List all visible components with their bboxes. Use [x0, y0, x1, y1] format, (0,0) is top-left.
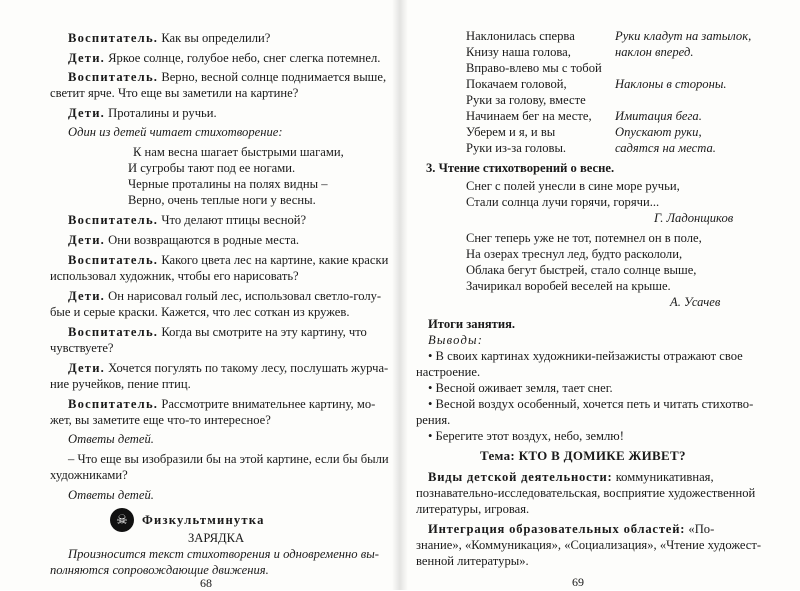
stage-direction	[68, 124, 283, 140]
integration-line	[428, 521, 714, 537]
speaker-label: Воспитатель.	[68, 213, 159, 227]
speaker-label: Дети.	[68, 289, 105, 303]
poem-line	[128, 160, 295, 176]
line-text: Они возвращаются в родные места.	[105, 233, 300, 247]
conclusion-line: • Весной оживает земля, тает снег.	[428, 381, 613, 395]
action-line: наклон вперед.	[615, 45, 694, 59]
speaker-label: Дети.	[68, 51, 105, 65]
topic-title: Тема: КТО В ДОМИКЕ ЖИВЕТ?	[480, 448, 686, 463]
verse-line: Наклонилась сперва	[466, 29, 575, 43]
stage-direction	[68, 431, 154, 447]
poem-line: Снег с полей унесли в сине море ручьи,	[466, 179, 680, 193]
conclusion-line: настроение.	[416, 365, 481, 379]
integration-line: венной литературы».	[416, 554, 529, 568]
activity-types-line: литературы, игровая.	[416, 502, 530, 516]
action-line: Имитация бега.	[615, 109, 702, 123]
poem-line: Стали солнца лучи горячи, горячи...	[466, 195, 660, 209]
text-line	[50, 85, 298, 101]
verse-line: Покачаем головой,	[466, 77, 567, 91]
verse-line: Начинаем бег на месте,	[466, 109, 592, 123]
action-line: Опускают руки,	[615, 125, 702, 139]
poem-line: Снег теперь уже не тот, потемнел он в поле,	[466, 231, 702, 245]
text-line	[68, 50, 380, 66]
text-line	[50, 412, 271, 428]
text-line	[68, 451, 389, 467]
section-title: 3. Чтение стихотворений о весне.	[426, 161, 615, 175]
activity-types-line: познавательно-исследовательская, восприятие художественной	[416, 486, 756, 500]
text-line	[50, 376, 191, 392]
page-number: 69	[572, 575, 584, 589]
line-text: Ответы детей.	[68, 488, 154, 502]
line-text: И сугробы тают под ее ногами.	[128, 161, 296, 175]
text-line	[68, 252, 388, 268]
line-text: – Что еще вы изобразили бы на этой картине, если бы были	[68, 452, 389, 466]
page-number: 68	[200, 576, 212, 590]
line-text: Один из детей читает стихотворение:	[68, 125, 283, 139]
text-line	[50, 268, 299, 284]
line-text: Как вы определили?	[158, 31, 271, 45]
fizkultminutka-title: Физкультминутка	[142, 513, 265, 527]
speaker-label: Воспитатель.	[68, 397, 159, 411]
activity-types-line	[428, 469, 714, 485]
speaker-label: Дети.	[68, 106, 105, 120]
summary-title: Итоги занятия.	[428, 317, 516, 331]
line-text: Проталины и ручьи.	[105, 106, 217, 120]
instruction-line: полняются сопровождающие движения.	[50, 563, 269, 577]
line-text: коммуникативная,	[612, 470, 714, 484]
poem-line: Облака бегут быстрей, стало солнце выше,	[466, 263, 697, 277]
text-line	[68, 105, 217, 121]
speaker-label: Дети.	[68, 361, 105, 375]
line-text: Ответы детей.	[68, 432, 154, 446]
action-line: садятся на места.	[615, 141, 716, 155]
line-text: ние ручейков, пение птиц.	[50, 377, 191, 391]
line-text: Рассмотрите внимательнее картину, мо-	[158, 397, 376, 411]
verse-line: Руки за голову, вместе	[466, 93, 586, 107]
line-text: Какого цвета лес на картине, какие краски	[158, 253, 389, 267]
right-page	[400, 0, 800, 590]
text-line	[50, 304, 350, 320]
verse-line: Руки из-за головы.	[466, 141, 567, 155]
text-line	[50, 340, 114, 356]
exercise-figures-icon: ☠	[110, 508, 134, 532]
speaker-label: Воспитатель.	[68, 325, 159, 339]
line-text: чувствуете?	[50, 341, 114, 355]
activity-types-label: Виды детской деятельности:	[428, 470, 613, 484]
action-line: Руки кладут на затылок,	[615, 29, 752, 43]
line-text: Когда вы смотрите на эту картину, что	[158, 325, 367, 339]
poem-line	[133, 144, 344, 160]
speaker-label: Дети.	[68, 233, 105, 247]
text-line	[68, 360, 388, 376]
speaker-label: Воспитатель.	[68, 70, 159, 84]
line-text: К нам весна шагает быстрыми шагами,	[133, 145, 344, 159]
poem-author: А. Усачев	[670, 295, 721, 309]
conclusion-line: • Берегите этот воздух, небо, землю!	[428, 429, 624, 443]
text-line	[68, 69, 386, 85]
line-text: Что делают птицы весной?	[158, 213, 307, 227]
conclusion-line: рения.	[416, 413, 451, 427]
line-text: бые и серые краски. Кажется, что лес соткан из кружев.	[50, 305, 350, 319]
integration-label: Интеграция образовательных областей:	[428, 522, 686, 536]
zaryadka-heading: ЗАРЯДКА	[188, 531, 245, 545]
speaker-label: Воспитатель.	[68, 253, 159, 267]
line-text: Верно, весной солнце поднимается выше,	[158, 70, 387, 84]
action-line: Наклоны в стороны.	[615, 77, 727, 91]
poem-line	[128, 192, 316, 208]
text-line	[50, 467, 128, 483]
line-text: Черные проталины на полях видны –	[128, 177, 328, 191]
verse-line: Книзу наша голова,	[466, 45, 571, 59]
poem-line: На озерах треснул лед, будто раскололи,	[466, 247, 683, 261]
verse-line: Уберем и я, и вы	[466, 125, 556, 139]
text-line	[68, 212, 306, 228]
line-text: Хочется погулять по такому лесу, послушать журча-	[105, 361, 389, 375]
line-text: Яркое солнце, голубое небо, снег слегка потемнел.	[105, 51, 381, 65]
conclusion-line: • В своих картинах художники-пейзажисты отражают свое	[428, 349, 743, 363]
line-text: Он нарисовал голый лес, использовал светло-голу-	[105, 289, 382, 303]
text-line	[68, 232, 299, 248]
instruction-line: Произносится текст стихотворения и одновременно вы-	[68, 547, 379, 561]
line-text: светит ярче. Что еще вы заметили на картине?	[50, 86, 299, 100]
speaker-label: Воспитатель.	[68, 31, 159, 45]
text-line	[68, 396, 375, 412]
poem-author: Г. Ладонщиков	[654, 211, 734, 225]
text-line	[68, 288, 381, 304]
integration-line: знание», «Коммуникация», «Социализация», «Чтение художест-	[416, 538, 762, 552]
text-line	[68, 324, 367, 340]
conclusion-line: • Весной воздух особенный, хочется петь и читать стихотво-	[428, 397, 754, 411]
poem-line	[128, 176, 328, 192]
line-text: жет, вы заметите еще что-то интересное?	[50, 413, 271, 427]
conclusions-label: Выводы:	[428, 333, 484, 347]
stage-direction	[68, 487, 154, 503]
line-text: «По-	[685, 522, 715, 536]
text-line	[68, 30, 270, 46]
verse-line: Вправо-влево мы с тобой	[466, 61, 602, 75]
left-page	[0, 0, 400, 590]
line-text: использовал художник, чтобы его нарисовать?	[50, 269, 299, 283]
line-text: художниками?	[50, 468, 128, 482]
line-text: Верно, очень теплые ноги у весны.	[128, 193, 316, 207]
poem-line: Зачирикал воробей веселей на крыше.	[466, 279, 671, 293]
